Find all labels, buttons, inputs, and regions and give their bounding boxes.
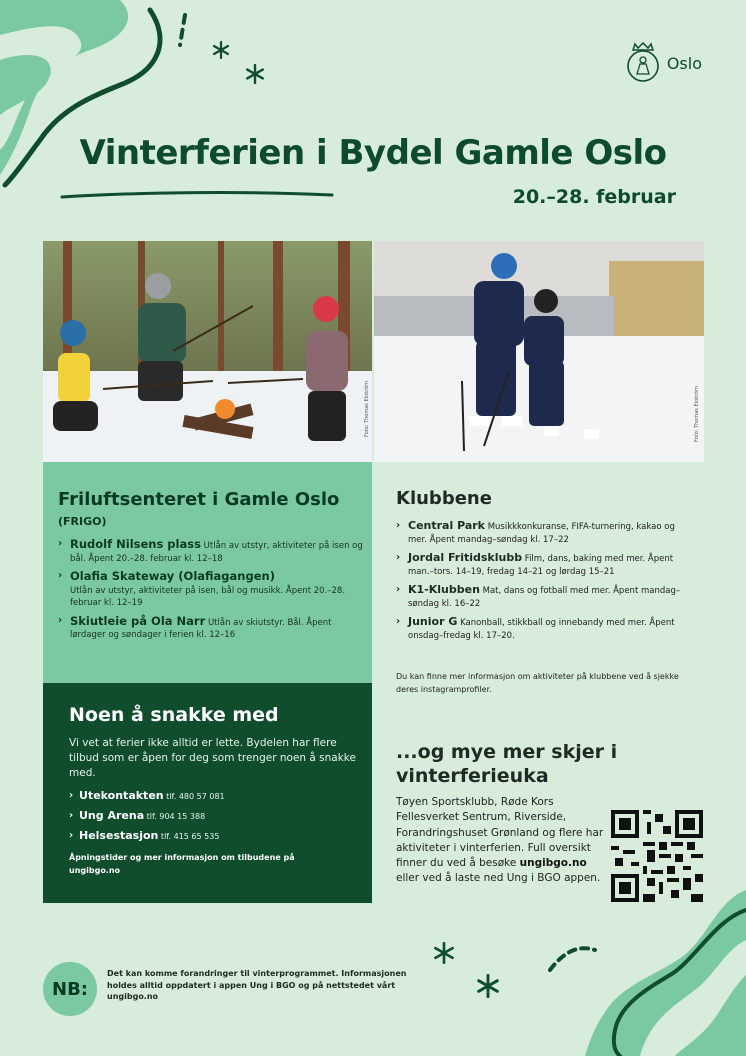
contact-item xyxy=(69,786,225,806)
chevron-right-icon: › xyxy=(69,830,74,841)
frigo-section xyxy=(43,462,372,683)
contact-list xyxy=(69,786,225,846)
website-link[interactable]: ungibgo.no xyxy=(519,857,587,870)
talk-title: Noen å snakke med xyxy=(69,704,279,726)
list-item xyxy=(396,552,696,578)
location-desc: Utlån av skiutstyr. Bål. Åpent lørdager og søndager i ferien kl. 12–16 xyxy=(70,617,332,640)
chevron-right-icon: › xyxy=(58,538,63,549)
list-item xyxy=(58,570,363,610)
location-desc: Utlån av utstyr, aktiviteter på isen og bål. Åpent 20.–28. februar kl. 12–18 xyxy=(70,541,363,564)
campfire-photo xyxy=(43,241,372,462)
more-text: Tøyen Sportsklubb, Røde Kors Fellesverket Sentrum, Riverside, Forandringshuset Grønland og flere har aktiviteter i vinterferien. Full oversikt finner du ved å besøke ungibgo.no eller ved å laste ned Ung i BGO appen. xyxy=(396,796,604,885)
location-name: Rudolf Nilsens plass xyxy=(70,537,201,551)
club-desc: Musikkkonkuranse, FIFA-turnering, kakao og mer. Åpent mandag–søndag kl. 17–22 xyxy=(408,522,675,545)
oslo-logo xyxy=(625,42,702,84)
chevron-right-icon: › xyxy=(396,520,401,531)
snowflake-icon xyxy=(212,41,230,59)
club-name: K1-Klubben xyxy=(408,583,480,596)
snowflake-icon xyxy=(433,942,455,964)
club-name: Jordal Fritidsklubb xyxy=(408,551,523,564)
frigo-title: Friluftsenteret i Gamle Oslo xyxy=(58,489,340,510)
snowflake-icon xyxy=(476,974,500,998)
club-name: Central Park xyxy=(408,519,485,532)
chevron-right-icon: › xyxy=(69,810,74,821)
nb-badge: NB: xyxy=(43,962,97,1016)
contact-phone: tlf. 415 65 535 xyxy=(158,832,220,841)
talk-footer: Åpningstider og mer informasjon om tilbudene på ungibgo.no xyxy=(69,853,295,875)
talk-section xyxy=(43,683,372,903)
talk-text: Vi vet at ferier ikke alltid er lette. Bydelen har flere tilbud som er åpen for deg som trenger noen å snakke med. xyxy=(69,737,356,779)
list-item xyxy=(396,584,696,610)
chevron-right-icon: › xyxy=(396,584,401,595)
logo-text: Oslo xyxy=(666,53,702,73)
contact-name: Helsestasjon xyxy=(79,829,159,842)
page-title: Vinterferien i Bydel Gamle Oslo xyxy=(79,133,667,173)
list-item xyxy=(58,538,363,565)
clubs-note: Du kan finne mer informasjon om aktiviteter på klubbene ved å sjekke deres instagramprofiler. xyxy=(396,672,679,694)
more-title: ...og mye mer skjer i vinterferieuka xyxy=(396,741,618,787)
list-item xyxy=(58,615,363,642)
clubs-title: Klubbene xyxy=(396,488,492,509)
location-desc: Utlån av utstyr, aktiviteter på isen, bål og musikk. Åpent 20.–28. februar kl. 12–19 xyxy=(70,585,346,608)
chevron-right-icon: › xyxy=(396,552,401,563)
skating-photo xyxy=(374,241,704,462)
photo-credit: Foto: Thomas Ekström xyxy=(694,386,700,442)
location-name: Olafia Skateway (Olafiagangen) xyxy=(70,569,275,583)
nb-text: Det kan komme forandringer til vinterprogrammet. Informasjonen holdes alltid oppdatert i appen Ung i BGO og på nettstedet vårt ungibgo.no xyxy=(107,969,407,1001)
club-desc: Film, dans, baking med mer. Åpent man.–tors. 14–19, fredag 14–21 og lørdag 15–21 xyxy=(408,554,674,577)
snowflake-icon xyxy=(245,64,265,84)
contact-name: Utekontakten xyxy=(79,789,164,802)
frigo-list xyxy=(58,538,363,647)
list-item xyxy=(396,616,696,642)
contact-item xyxy=(69,826,225,846)
club-desc: Kanonball, stikkball og innebandy med mer. Åpent onsdag–fredag kl. 17–20. xyxy=(408,618,675,641)
location-name: Skiutleie på Ola Narr xyxy=(70,613,206,628)
frigo-subtitle: (FRIGO) xyxy=(58,515,107,528)
oslo-seal-icon xyxy=(625,42,661,84)
chevron-right-icon: › xyxy=(69,790,74,801)
contact-phone: tlf. 480 57 081 xyxy=(163,792,225,801)
chevron-right-icon: › xyxy=(58,614,63,626)
club-desc: Mat, dans og fotball med mer. Åpent mandag–søndag kl. 16–22 xyxy=(408,586,681,609)
photo-credit: Foto: Thomas Ekström xyxy=(364,381,370,437)
contact-item xyxy=(69,806,225,826)
list-item xyxy=(396,520,696,546)
contact-phone: tlf. 904 15 388 xyxy=(144,812,206,821)
clubs-list xyxy=(396,520,696,648)
club-name: Junior G xyxy=(408,615,458,628)
title-underline xyxy=(60,188,335,202)
chevron-right-icon: › xyxy=(58,570,63,581)
chevron-right-icon: › xyxy=(396,616,401,627)
event-dates: 20.–28. februar xyxy=(512,186,676,208)
wave-decoration-bottom xyxy=(520,880,746,1056)
contact-name: Ung Arena xyxy=(79,809,145,822)
